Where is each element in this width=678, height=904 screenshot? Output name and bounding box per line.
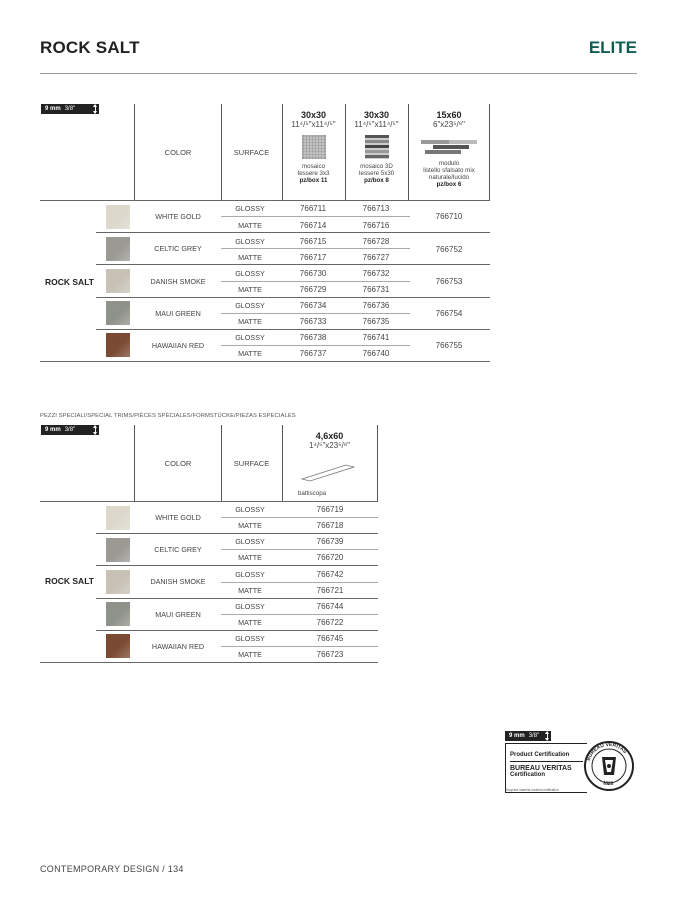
- product-code: 766722: [316, 618, 344, 627]
- product-code: 766716: [362, 221, 390, 230]
- cert-line1: Product Certification: [510, 752, 583, 762]
- seal-year-text: 1828: [601, 780, 614, 788]
- format-desc: battiscopa: [297, 490, 327, 497]
- row-divider: [221, 517, 378, 518]
- color-name: MAUI GREEN: [155, 610, 201, 619]
- thickness-mm: 9 mm: [45, 427, 61, 433]
- surface-glossy: GLOSSY: [235, 204, 265, 213]
- divider: [377, 425, 378, 501]
- color-name: HAWAIIAN RED: [151, 642, 205, 651]
- format-inch: 11⁴/⁵"x11⁴/⁵": [291, 120, 336, 129]
- surface-matte: MATTE: [238, 317, 262, 326]
- product-code: 766711: [299, 204, 327, 213]
- row-divider: [221, 614, 378, 615]
- surface-column-header: SURFACE: [233, 148, 270, 157]
- format-desc: tessere 3x3: [297, 170, 330, 177]
- row-divider: [96, 533, 378, 534]
- product-code: 766753: [435, 277, 463, 286]
- surface-glossy: GLOSSY: [235, 301, 265, 310]
- product-code: 766728: [362, 237, 390, 246]
- surface-matte: MATTE: [238, 285, 262, 294]
- surface-matte: MATTE: [238, 650, 262, 659]
- surface-matte: MATTE: [238, 349, 262, 358]
- product-code: 766714: [299, 221, 327, 230]
- product-code: 766719: [316, 505, 344, 514]
- trims-table: [0, 420, 678, 670]
- row-divider: [221, 216, 410, 217]
- thickness-inch: 3/8": [528, 733, 540, 739]
- row-divider: [96, 598, 378, 599]
- format-desc: tessere 5x30: [358, 170, 395, 177]
- color-swatch: [106, 269, 130, 293]
- product-code: 766738: [299, 333, 327, 342]
- surface-glossy: GLOSSY: [235, 634, 265, 643]
- format-header-battiscopa: [282, 431, 377, 450]
- mosaic-tile-icon: [302, 135, 326, 159]
- format-desc: mosaico 3D: [360, 163, 393, 170]
- product-code: 766713: [362, 204, 390, 213]
- product-code: 766745: [316, 634, 344, 643]
- product-code: 766740: [362, 349, 390, 358]
- color-name: DANISH SMOKE: [150, 277, 206, 286]
- color-swatch: [106, 634, 130, 658]
- format-inch: 1⁴/⁵"x23⁵/⁸": [309, 441, 350, 450]
- product-code: 766752: [435, 245, 463, 254]
- color-name: CELTIC GREY: [154, 244, 202, 253]
- product-code: 766741: [362, 333, 390, 342]
- surface-glossy: GLOSSY: [235, 505, 265, 514]
- product-code: 766735: [362, 317, 390, 326]
- certification-label: [505, 743, 587, 793]
- color-swatch: [106, 538, 130, 562]
- color-name: HAWAIIAN RED: [151, 341, 205, 350]
- table-bottom-rule: [40, 662, 378, 663]
- seal-top-text: BUREAU VERITAS: [585, 741, 628, 762]
- series-label: ROCK SALT: [45, 277, 94, 287]
- format-inch: 6"x23⁵/⁸": [433, 120, 465, 129]
- trims-caption: PEZZI SPECIALI/SPECIAL TRIMS/PIÈCES SPÉCIALES/FORMSTÜCKE/PIEZAS ESPECIALES: [40, 413, 296, 419]
- product-code: 766710: [435, 212, 463, 221]
- row-divider: [221, 582, 378, 583]
- thickness-arrow-icon: [95, 426, 96, 434]
- row-divider: [221, 549, 378, 550]
- format-desc: naturale/lucido: [428, 174, 470, 181]
- row-divider: [96, 329, 490, 330]
- surface-matte: MATTE: [238, 521, 262, 530]
- surface-matte: MATTE: [238, 221, 262, 230]
- format-size: 4,6x60: [315, 431, 344, 441]
- surface-matte: MATTE: [238, 586, 262, 595]
- color-name: WHITE GOLD: [155, 513, 201, 522]
- thickness-arrow-icon: [547, 732, 548, 740]
- cert-line2: BUREAU VERITAS: [510, 765, 572, 772]
- color-name: DANISH SMOKE: [150, 577, 206, 586]
- bureau-veritas-seal-icon: [583, 735, 635, 797]
- thickness-mm: 9 mm: [45, 106, 61, 112]
- product-code: 766739: [316, 537, 344, 546]
- format-header-modulo: [408, 110, 490, 188]
- product-code: 766731: [362, 285, 390, 294]
- product-code: 766737: [299, 349, 327, 358]
- thickness-inch: 3/8": [64, 106, 76, 112]
- product-table: [0, 0, 678, 370]
- product-code: 766729: [299, 285, 327, 294]
- product-code: 766742: [316, 570, 344, 579]
- certification-block: [505, 731, 635, 797]
- surface-matte: MATTE: [238, 553, 262, 562]
- product-code: 766730: [299, 269, 327, 278]
- surface-glossy: GLOSSY: [235, 237, 265, 246]
- mosaic-3d-tile-icon: [365, 135, 389, 159]
- color-swatch: [106, 333, 130, 357]
- row-divider: [221, 646, 378, 647]
- color-swatch: [106, 506, 130, 530]
- thickness-badge: [41, 425, 99, 435]
- product-code: 766734: [299, 301, 327, 310]
- row-divider: [96, 264, 490, 265]
- format-size: 30x30: [363, 110, 390, 120]
- product-code: 766754: [435, 309, 463, 318]
- color-swatch: [106, 237, 130, 261]
- color-name: WHITE GOLD: [155, 212, 201, 221]
- color-column-header: COLOR: [164, 459, 192, 468]
- format-box: pz/box 8: [364, 177, 389, 184]
- row-divider: [221, 248, 410, 249]
- header-bottom-rule: [40, 200, 490, 201]
- product-code: 766733: [299, 317, 327, 326]
- color-swatch: [106, 205, 130, 229]
- color-name: MAUI GREEN: [155, 309, 201, 318]
- surface-glossy: GLOSSY: [235, 537, 265, 546]
- surface-glossy: GLOSSY: [235, 333, 265, 342]
- product-code: 766718: [316, 521, 344, 530]
- page-footer: CONTEMPORARY DESIGN / 134: [40, 864, 184, 874]
- row-divider: [96, 297, 490, 298]
- format-header-mosaic: [282, 110, 345, 184]
- row-divider: [96, 630, 378, 631]
- product-code: 766720: [316, 553, 344, 562]
- page-title: ROCK SALT: [40, 38, 140, 57]
- color-swatch: [106, 602, 130, 626]
- product-code: 766715: [299, 237, 327, 246]
- product-code: 766744: [316, 602, 344, 611]
- format-inch: 11⁴/⁵"x11⁴/⁵": [354, 120, 399, 129]
- row-divider: [221, 345, 410, 346]
- color-name: CELTIC GREY: [154, 545, 202, 554]
- product-code: 766721: [316, 586, 344, 595]
- surface-column-header: SURFACE: [233, 459, 270, 468]
- table-bottom-rule: [40, 361, 490, 362]
- product-code: 766723: [316, 650, 344, 659]
- color-swatch: [106, 301, 130, 325]
- color-column-header: COLOR: [164, 148, 192, 157]
- modulo-tile-icon: [419, 138, 479, 156]
- format-box: pz/box 11: [299, 177, 328, 184]
- surface-glossy: GLOSSY: [235, 602, 265, 611]
- row-divider: [221, 313, 410, 314]
- format-desc: listello sfalsato mix: [423, 167, 475, 174]
- format-size: 30x30: [300, 110, 327, 120]
- format-box: pz/box 6: [436, 181, 462, 188]
- surface-matte: MATTE: [238, 618, 262, 627]
- product-code: 766727: [362, 253, 390, 262]
- header-bottom-rule: [40, 501, 378, 502]
- product-code: 766717: [299, 253, 327, 262]
- format-size: 15x60: [436, 110, 462, 120]
- row-divider: [221, 281, 410, 282]
- surface-glossy: GLOSSY: [235, 269, 265, 278]
- thickness-badge: [41, 104, 99, 114]
- cert-fineprint: Recycled material content certification: [505, 788, 559, 792]
- thickness-arrow-icon: [95, 105, 96, 113]
- brand-name: ELITE: [588, 38, 637, 57]
- skirting-tile-icon: [300, 463, 356, 483]
- thickness-inch: 3/8": [64, 427, 76, 433]
- svg-text:1828: [602, 780, 614, 787]
- row-divider: [96, 565, 378, 566]
- format-desc: modulo: [438, 160, 460, 167]
- row-divider: [96, 232, 490, 233]
- product-code: 766732: [362, 269, 390, 278]
- cert-line3: Certification: [510, 772, 546, 778]
- thickness-mm: 9 mm: [509, 733, 525, 739]
- format-header-mosaic-3d: [345, 110, 408, 184]
- surface-matte: MATTE: [238, 253, 262, 262]
- color-swatch: [106, 570, 130, 594]
- surface-glossy: GLOSSY: [235, 570, 265, 579]
- series-label: ROCK SALT: [45, 576, 94, 586]
- format-desc: mosaico: [301, 163, 326, 170]
- product-code: 766736: [362, 301, 390, 310]
- product-code: 766755: [435, 341, 463, 350]
- thickness-badge: [505, 731, 551, 741]
